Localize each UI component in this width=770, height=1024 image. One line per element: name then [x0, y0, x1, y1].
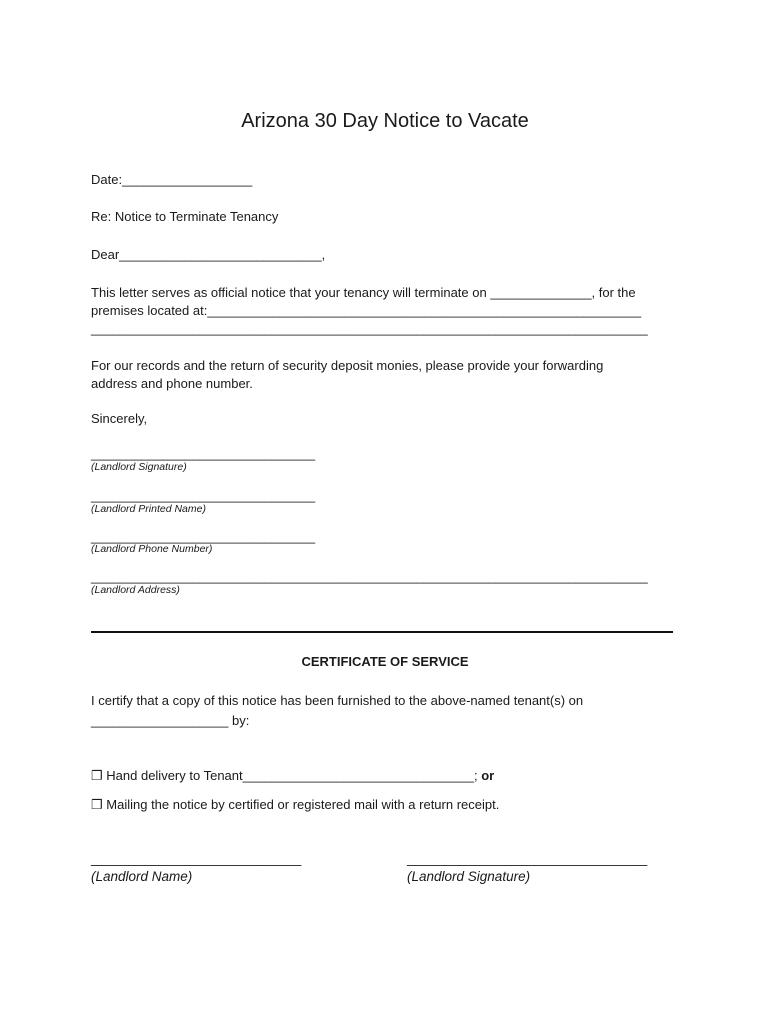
document-title: Arizona 30 Day Notice to Vacate	[241, 110, 529, 132]
certificate-line-2: ___________________ by:	[91, 713, 250, 728]
option-hand-delivery	[91, 767, 494, 785]
option-mailing-text: Mailing the notice by certified or registered mail with a return receipt.	[102, 797, 500, 812]
landlord-address-line: _____________________________________________________________________________	[91, 569, 648, 584]
landlord-printed-name-label: (Landlord Printed Name)	[91, 503, 206, 515]
checkbox-icon[interactable]: ❒	[91, 768, 103, 783]
certificate-landlord-signature-label: (Landlord Signature)	[407, 869, 531, 884]
certificate-landlord-name-line: ____________________________	[91, 851, 302, 866]
landlord-phone-label: (Landlord Phone Number)	[91, 543, 213, 555]
re-line: Re: Notice to Terminate Tenancy	[91, 209, 279, 224]
option-hand-delivery-text: Hand delivery to Tenant________________________________;	[102, 768, 482, 783]
landlord-phone-line: _______________________________	[91, 529, 316, 544]
forwarding-paragraph-line-2: address and phone number.	[91, 376, 253, 391]
termination-paragraph-line-2: premises located at:____________________________________________________________	[91, 303, 642, 318]
certificate-landlord-name-label: (Landlord Name)	[91, 869, 193, 884]
date-line: Date:__________________	[91, 172, 253, 187]
checkbox-icon[interactable]: ❒	[91, 797, 103, 812]
termination-paragraph-line-1: This letter serves as official notice that your tenancy will terminate on ______________, for the	[91, 285, 636, 300]
section-divider	[91, 631, 673, 633]
certificate-landlord-signature-line: ________________________________	[407, 851, 648, 866]
salutation-line: Dear____________________________,	[91, 247, 326, 262]
landlord-signature-line: _______________________________	[91, 446, 316, 461]
closing-line: Sincerely,	[91, 411, 148, 426]
certificate-line-1: I certify that a copy of this notice has been furnished to the above-named tenant(s) on	[91, 693, 584, 708]
landlord-address-label: (Landlord Address)	[91, 584, 180, 596]
landlord-signature-label: (Landlord Signature)	[91, 461, 187, 473]
option-mailing	[91, 796, 499, 814]
forwarding-paragraph-line-1: For our records and the return of security deposit monies, please provide your forwarding	[91, 358, 604, 373]
landlord-printed-name-line: _______________________________	[91, 488, 316, 503]
certificate-heading: CERTIFICATE OF SERVICE	[301, 654, 469, 669]
option-or-text: or	[481, 768, 495, 783]
termination-paragraph-line-3: _____________________________________________________________________________	[91, 321, 648, 336]
